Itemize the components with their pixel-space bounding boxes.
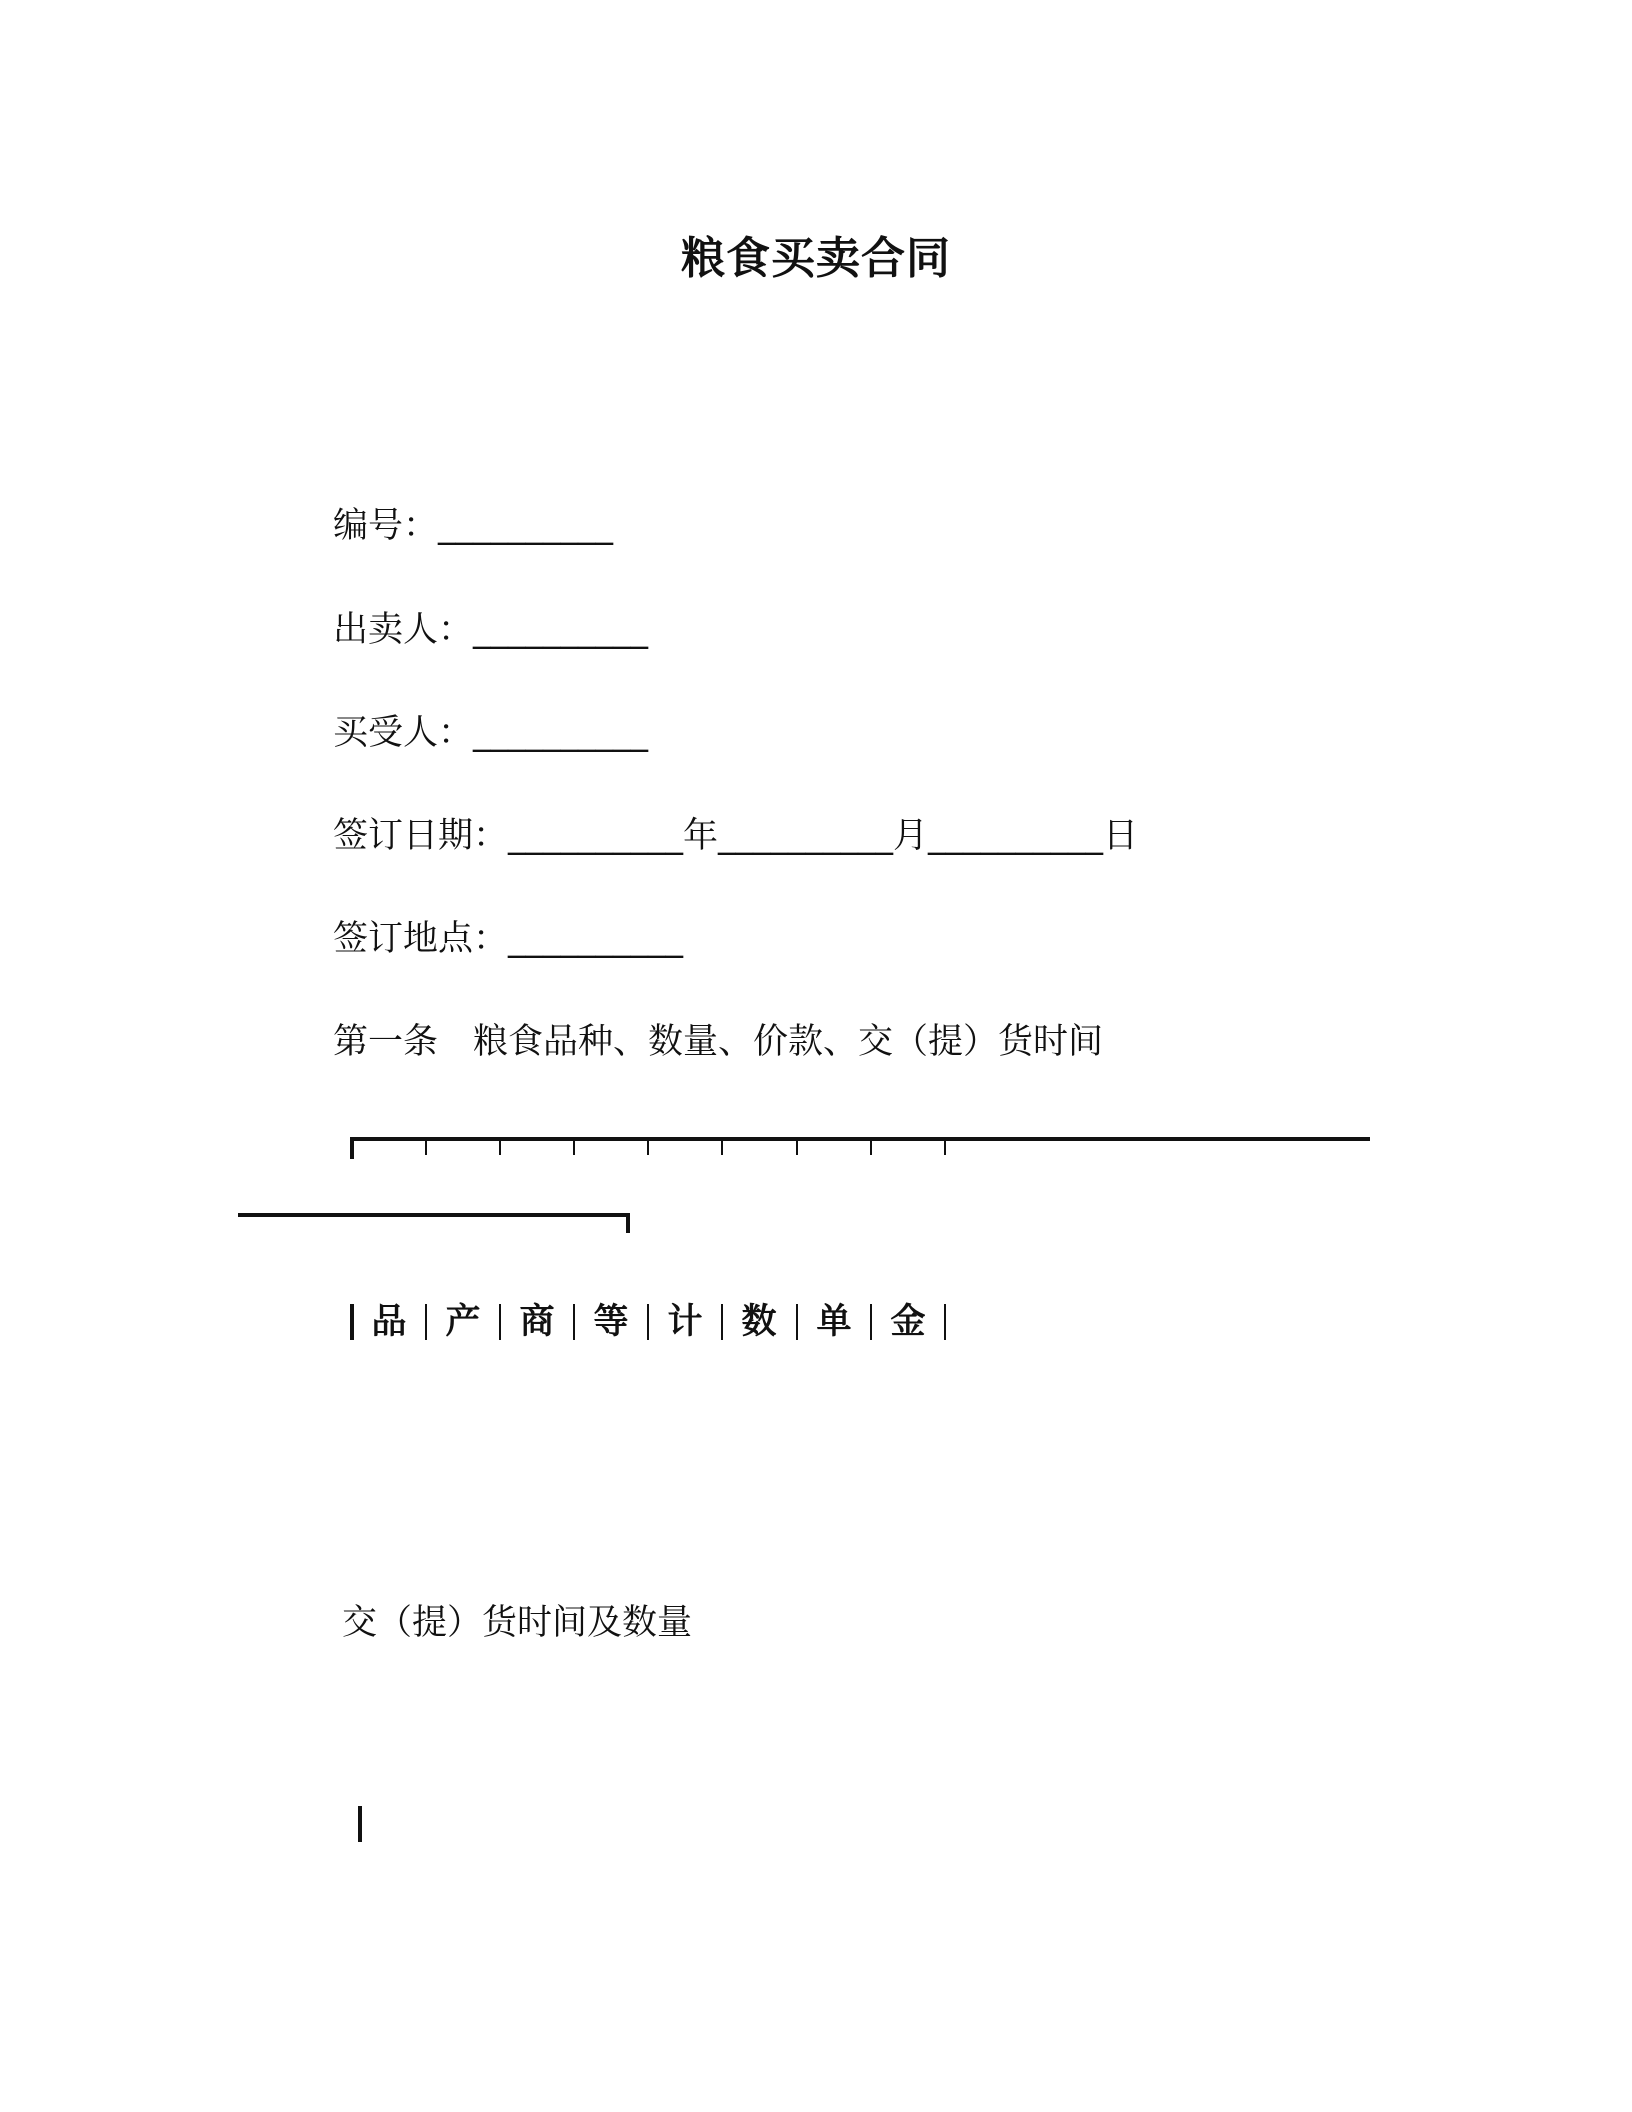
table-header-cell: 等	[593, 1302, 629, 1342]
table-tick	[796, 1141, 798, 1155]
field-sign-date	[333, 808, 1138, 858]
field-buyer	[333, 705, 648, 755]
field-seller	[333, 602, 648, 652]
table-secondary-corner	[626, 1213, 630, 1233]
table-tick	[721, 1141, 723, 1155]
field-sign-date-label: 签订日期：	[333, 816, 509, 856]
table-tick	[499, 1141, 501, 1155]
table-tick	[425, 1141, 427, 1155]
field-sign-date-month: 月	[893, 816, 929, 856]
field-sign-place-label: 签订地点：	[333, 919, 509, 959]
table-tick	[870, 1141, 872, 1155]
field-number-label: 编号：	[333, 506, 439, 546]
table-header-cell: 产	[445, 1302, 481, 1342]
field-buyer-blank: __________	[473, 713, 649, 753]
field-sign-date-day: 日	[1103, 816, 1139, 856]
field-number	[333, 498, 613, 548]
field-buyer-label: 买受人：	[333, 713, 474, 753]
field-sign-date-year: 年	[683, 816, 719, 856]
table-header-cell: 单	[816, 1302, 852, 1342]
table-header-cell: 计	[667, 1302, 703, 1342]
field-sign-date-month-blank: __________	[718, 816, 894, 856]
table-tick	[944, 1141, 946, 1155]
field-sign-date-year-blank: __________	[508, 816, 684, 856]
table-header-separator	[944, 1304, 946, 1340]
document-title: 粮食买卖合同	[681, 233, 951, 284]
field-seller-label: 出卖人：	[333, 610, 474, 650]
table-tick	[647, 1141, 649, 1155]
field-sign-place	[333, 911, 683, 961]
delivery-heading: 交（提）货时间及数量	[342, 1603, 693, 1643]
table-header-cell: 品	[371, 1302, 407, 1342]
table-secondary-line	[238, 1213, 630, 1217]
field-seller-blank: __________	[473, 610, 649, 650]
article-1-heading: 第一条 粮食品种、数量、价款、交（提）货时间	[333, 1022, 1104, 1062]
table-header-cell: 商	[519, 1302, 555, 1342]
table-fragment-border	[358, 1806, 362, 1842]
table-left-corner	[350, 1137, 354, 1159]
table-header-cell: 金	[890, 1302, 926, 1342]
field-sign-place-blank: __________	[508, 919, 684, 959]
table-header-cell: 数	[741, 1302, 777, 1342]
table-tick	[573, 1141, 575, 1155]
field-sign-date-day-blank: __________	[928, 816, 1104, 856]
table-top-line	[350, 1137, 1370, 1141]
field-number-blank: __________	[438, 506, 614, 546]
